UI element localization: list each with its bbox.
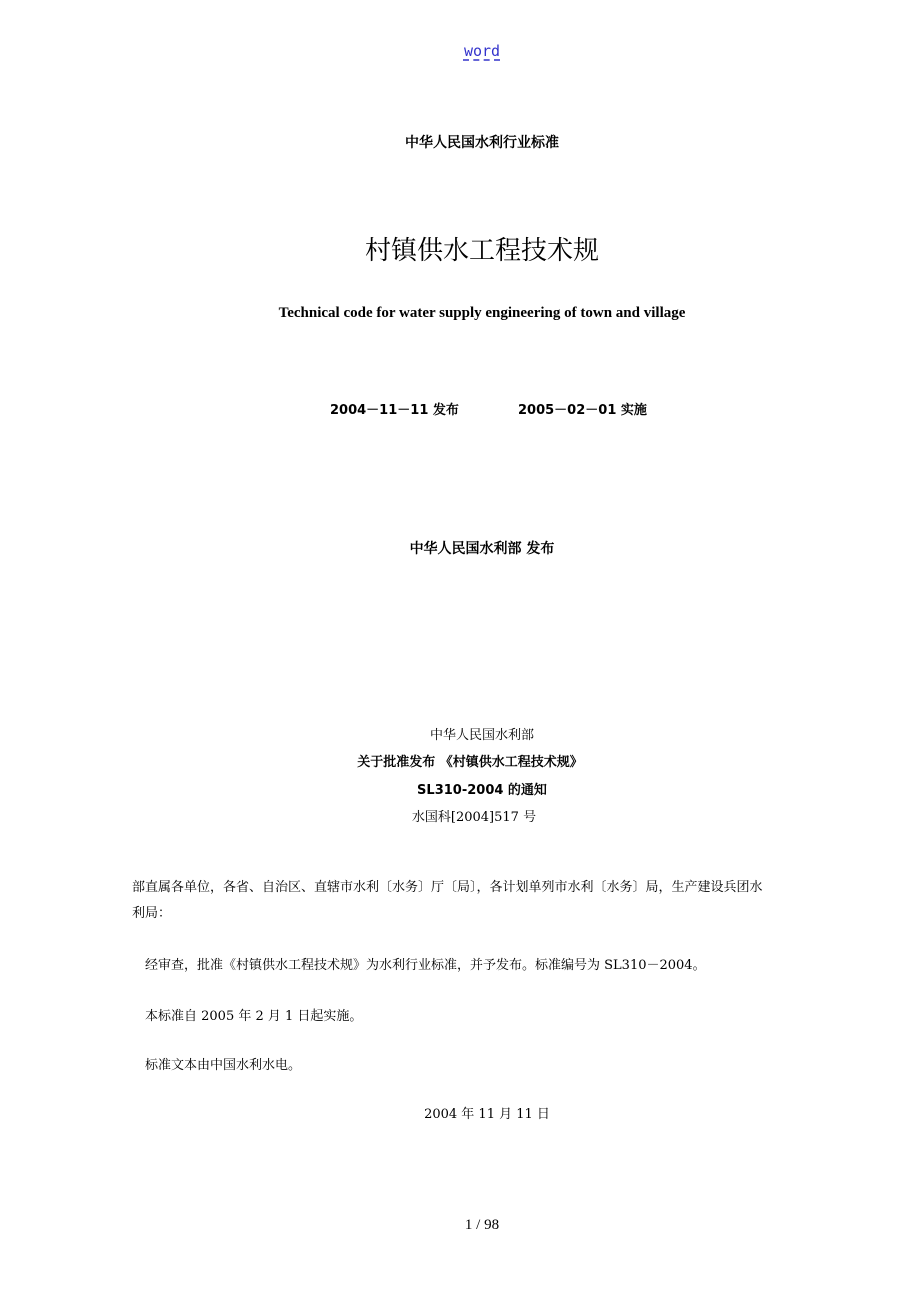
- notice-paragraph-3: 标准文本由中国水利水电。: [145, 1058, 302, 1073]
- notice-paragraph-2: 本标准自 2005 年 2 月 1 日起实施。: [145, 1009, 363, 1024]
- page-number: 1 / 98: [464, 1217, 500, 1233]
- date-issued: 2004－11－11 发布: [330, 403, 459, 418]
- notice-title-line1: 关于批准发布 《村镇供水工程技术规》: [357, 755, 583, 770]
- sign-date: 2004 年 11 月 11 日: [424, 1107, 550, 1122]
- english-subtitle: Technical code for water supply engineering of town and village: [278, 305, 686, 321]
- document-title: 村镇供水工程技术规: [364, 236, 599, 266]
- addressee-line2: 利局：: [132, 906, 172, 921]
- notice-paragraph-1: 经审查，批准《村镇供水工程技术规》为水利行业标准，并予发布。标准编号为 SL310－2004。: [145, 958, 706, 973]
- notice-number: 水国科[2004]517 号: [411, 810, 537, 825]
- date-effective: 2005－02－01 实施: [518, 403, 647, 418]
- notice-org: 中华人民国水利部: [429, 728, 534, 743]
- addressee-line1: 部直属各单位，各省、自治区、直辖市水利〔水务〕厅〔局〕，各计划单列市水利〔水务〕局，生产建设兵团水: [132, 880, 763, 895]
- notice-title-line2: SL310-2004 的通知: [417, 783, 547, 798]
- publisher: 中华人民国水利部 发布: [409, 541, 555, 557]
- standard-type: 中华人民国水利行业标准: [405, 135, 559, 151]
- header-word-link[interactable]: word: [463, 42, 501, 60]
